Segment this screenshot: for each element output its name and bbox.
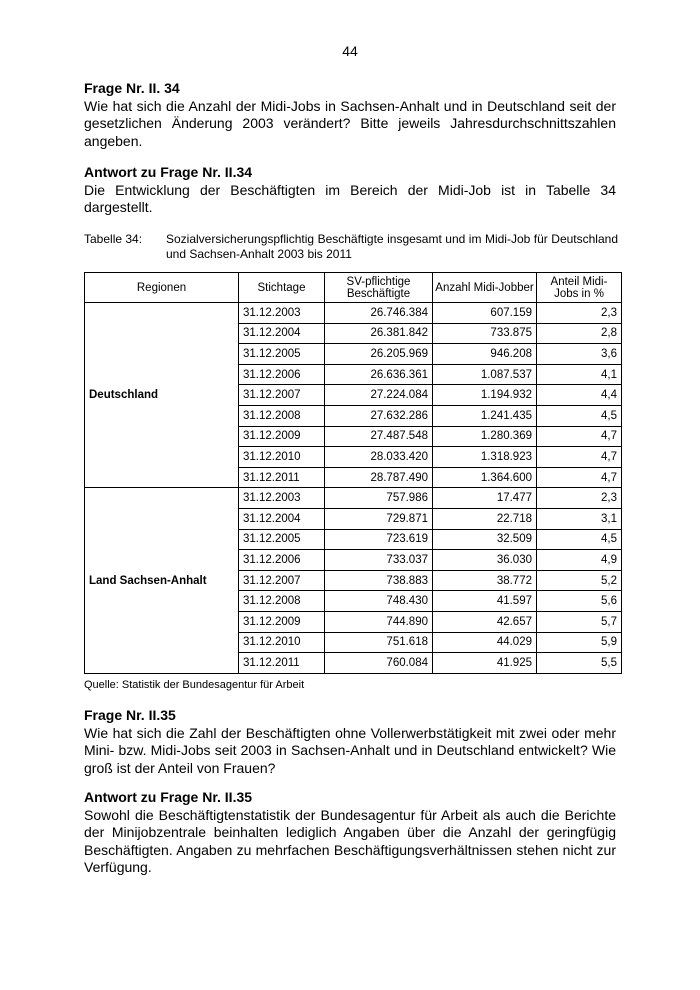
- sv-beschaeftigte-cell: 738.883: [325, 570, 433, 591]
- midi-jobber-cell: 32.509: [433, 529, 537, 550]
- midi-jobber-cell: 733.875: [433, 323, 537, 344]
- date-cell: 31.12.2007: [239, 570, 325, 591]
- table-caption: [84, 232, 618, 261]
- anteil-cell: 4,4: [537, 385, 622, 406]
- date-cell: 31.12.2008: [239, 591, 325, 612]
- date-cell: 31.12.2004: [239, 508, 325, 529]
- midi-jobber-cell: 1.318.923: [433, 447, 537, 468]
- question-34-heading: Frage Nr. II. 34: [84, 80, 180, 96]
- date-cell: 31.12.2011: [239, 467, 325, 488]
- header-stichtage: Stichtage: [239, 273, 325, 303]
- anteil-cell: 4,1: [537, 364, 622, 385]
- sv-beschaeftigte-cell: 28.787.490: [325, 467, 433, 488]
- anteil-cell: 3,1: [537, 508, 622, 529]
- date-cell: 31.12.2009: [239, 426, 325, 447]
- date-cell: 31.12.2007: [239, 385, 325, 406]
- anteil-cell: 4,9: [537, 550, 622, 571]
- question-35-heading: Frage Nr. II.35: [84, 707, 176, 723]
- header-sv-beschaeftigte: SV-pflichtige Beschäftigte: [325, 273, 433, 303]
- question-35-text: Wie hat sich die Zahl der Beschäftigten ohne Vollerwerbstätigkeit mit zwei oder mehr Mini- bzw. Midi-Jobs seit 2003 in Sachsen-Anhalt und in Deutschland entwickelt? Wie groß ist der Anteil von Frauen?: [84, 724, 616, 776]
- page-number: 44: [342, 43, 358, 59]
- anteil-cell: 2,3: [537, 303, 622, 324]
- date-cell: 31.12.2010: [239, 632, 325, 653]
- anteil-cell: 3,6: [537, 344, 622, 365]
- sv-beschaeftigte-cell: 757.986: [325, 488, 433, 509]
- date-cell: 31.12.2009: [239, 611, 325, 632]
- sv-beschaeftigte-cell: 729.871: [325, 508, 433, 529]
- sv-beschaeftigte-cell: 27.224.084: [325, 385, 433, 406]
- header-anteil: Anteil Midi-Jobs in %: [537, 273, 622, 303]
- anteil-cell: 4,5: [537, 405, 622, 426]
- sv-beschaeftigte-cell: 27.632.286: [325, 405, 433, 426]
- date-cell: 31.12.2008: [239, 405, 325, 426]
- midi-jobber-cell: 38.772: [433, 570, 537, 591]
- anteil-cell: 2,3: [537, 488, 622, 509]
- midi-jobber-cell: 1.087.537: [433, 364, 537, 385]
- midi-job-table: [84, 272, 622, 674]
- sv-beschaeftigte-cell: 28.033.420: [325, 447, 433, 468]
- date-cell: 31.12.2005: [239, 529, 325, 550]
- midi-jobber-cell: 1.280.369: [433, 426, 537, 447]
- anteil-cell: 5,5: [537, 653, 622, 674]
- sv-beschaeftigte-cell: 26.746.384: [325, 303, 433, 324]
- sv-beschaeftigte-cell: 26.636.361: [325, 364, 433, 385]
- region-cell: Deutschland: [85, 303, 239, 488]
- midi-jobber-cell: 44.029: [433, 632, 537, 653]
- sv-beschaeftigte-cell: 760.084: [325, 653, 433, 674]
- midi-jobber-cell: 42.657: [433, 611, 537, 632]
- date-cell: 31.12.2003: [239, 488, 325, 509]
- midi-jobber-cell: 17.477: [433, 488, 537, 509]
- answer-34: [84, 164, 616, 217]
- anteil-cell: 5,7: [537, 611, 622, 632]
- date-cell: 31.12.2006: [239, 364, 325, 385]
- sv-beschaeftigte-cell: 733.037: [325, 550, 433, 571]
- anteil-cell: 4,7: [537, 447, 622, 468]
- sv-beschaeftigte-cell: 27.487.548: [325, 426, 433, 447]
- anteil-cell: 4,5: [537, 529, 622, 550]
- table-header-row: [85, 273, 622, 303]
- question-34-text: Wie hat sich die Anzahl der Midi-Jobs in Sachsen-Anhalt und in Deutschland seit der gesetzlichen Änderung 2003 verändert? Bitte jeweils Jahresdurchschnittszahlen angeben.: [84, 97, 616, 149]
- date-cell: 31.12.2005: [239, 344, 325, 365]
- midi-jobber-cell: 1.364.600: [433, 467, 537, 488]
- midi-jobber-cell: 1.194.932: [433, 385, 537, 406]
- sv-beschaeftigte-cell: 744.890: [325, 611, 433, 632]
- anteil-cell: 5,9: [537, 632, 622, 653]
- table-caption-text: Sozialversicherungspflichtig Beschäftigte insgesamt und im Midi-Job für Deutschland und Sachsen-Anhalt 2003 bis 2011: [166, 232, 618, 261]
- anteil-cell: 5,6: [537, 591, 622, 612]
- answer-34-text: Die Entwicklung der Beschäftigten im Bereich der Midi-Job ist in Tabelle 34 dargestellt.: [84, 181, 616, 215]
- midi-jobber-cell: 946.208: [433, 344, 537, 365]
- midi-jobber-cell: 22.718: [433, 508, 537, 529]
- header-regionen: Regionen: [85, 273, 239, 303]
- anteil-cell: 2,8: [537, 323, 622, 344]
- midi-jobber-cell: 607.159: [433, 303, 537, 324]
- question-35: [84, 707, 616, 777]
- anteil-cell: 5,2: [537, 570, 622, 591]
- answer-35-heading: Antwort zu Frage Nr. II.35: [84, 789, 253, 805]
- answer-34-heading: Antwort zu Frage Nr. II.34: [84, 164, 253, 180]
- sv-beschaeftigte-cell: 751.618: [325, 632, 433, 653]
- date-cell: 31.12.2010: [239, 447, 325, 468]
- answer-35-text: Sowohl die Beschäftigtenstatistik der Bundesagentur für Arbeit als auch die Berichte der Minijobzentrale beinhalten lediglich Angaben über die Anzahl der geringfügig Beschäftigten. Angaben zu mehrfachen Beschäftigungsverhältnissen stehen nicht zur Verfügung.: [84, 806, 616, 875]
- sv-beschaeftigte-cell: 748.430: [325, 591, 433, 612]
- date-cell: 31.12.2004: [239, 323, 325, 344]
- date-cell: 31.12.2006: [239, 550, 325, 571]
- table-row: [85, 303, 622, 324]
- date-cell: 31.12.2003: [239, 303, 325, 324]
- sv-beschaeftigte-cell: 723.619: [325, 529, 433, 550]
- table-caption-label: Tabelle 34:: [84, 232, 143, 246]
- answer-35: [84, 789, 616, 877]
- anteil-cell: 4,7: [537, 426, 622, 447]
- midi-jobber-cell: 41.925: [433, 653, 537, 674]
- anteil-cell: 4,7: [537, 467, 622, 488]
- table-row: [85, 488, 622, 509]
- date-cell: 31.12.2011: [239, 653, 325, 674]
- table-source: Quelle: Statistik der Bundesagentur für Arbeit: [84, 679, 305, 691]
- sv-beschaeftigte-cell: 26.205.969: [325, 344, 433, 365]
- region-cell: Land Sachsen-Anhalt: [85, 488, 239, 673]
- midi-jobber-cell: 36.030: [433, 550, 537, 571]
- question-34: [84, 80, 616, 150]
- table-body: [85, 303, 622, 674]
- midi-jobber-cell: 41.597: [433, 591, 537, 612]
- midi-jobber-cell: 1.241.435: [433, 405, 537, 426]
- sv-beschaeftigte-cell: 26.381.842: [325, 323, 433, 344]
- header-midi-jobber: Anzahl Midi-Jobber: [433, 273, 537, 303]
